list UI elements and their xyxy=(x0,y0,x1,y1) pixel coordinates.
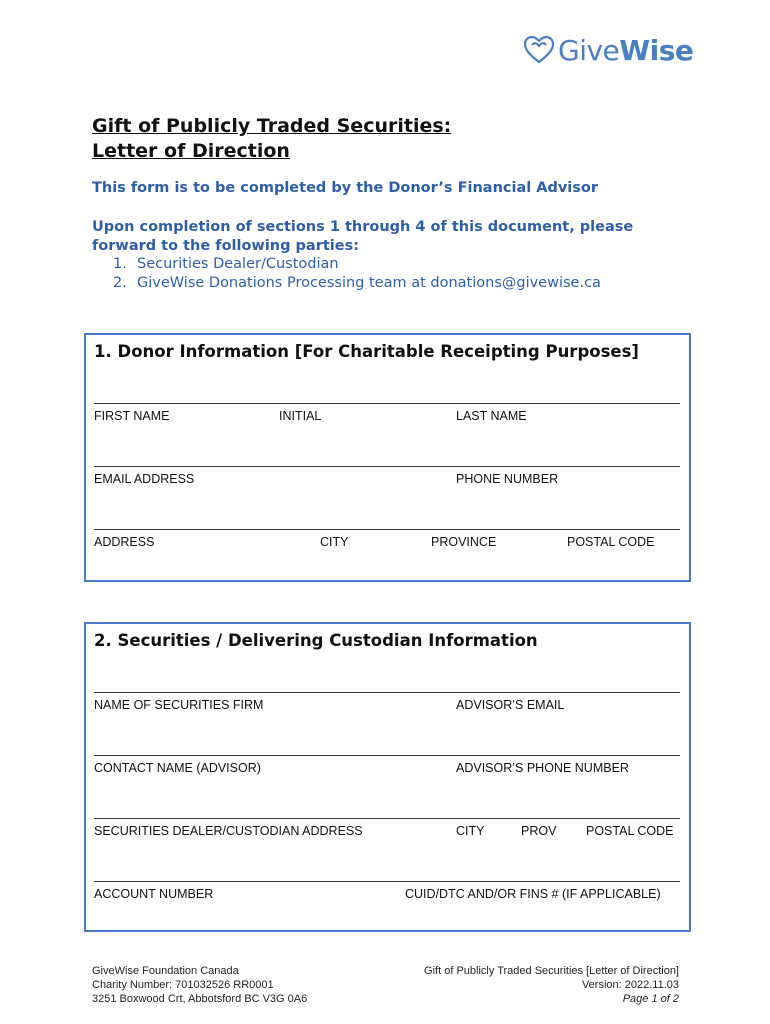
list-item: 1. Securities Dealer/Custodian xyxy=(113,256,339,272)
advisor-email-label: ADVISOR’S EMAIL xyxy=(456,698,565,712)
name-line-field[interactable] xyxy=(94,403,680,404)
contact-name-label: CONTACT NAME (ADVISOR) xyxy=(94,761,261,775)
forward-parties-list xyxy=(113,255,601,293)
prov-label: PROV xyxy=(521,824,557,838)
footer-organization xyxy=(92,964,307,1006)
section-donor-information xyxy=(84,333,691,582)
section-securities-custodian xyxy=(84,622,691,932)
footer-org-name: GiveWise Foundation Canada xyxy=(92,965,239,977)
title-line-1: Gift of Publicly Traded Securities: xyxy=(92,115,452,137)
city-label: CITY xyxy=(320,535,349,549)
instruction-forward: Upon completion of sections 1 through 4 of this document, please forward to the following parties: xyxy=(92,219,634,254)
footer-version: Version: 2022.11.03 xyxy=(581,979,679,991)
instruction-advisor: This form is to be completed by the Donor’s Financial Advisor xyxy=(92,180,599,196)
dealer-address-line-field[interactable] xyxy=(94,818,680,819)
last-name-label: LAST NAME xyxy=(456,409,527,423)
address-line-field[interactable] xyxy=(94,529,680,530)
advisor-phone-label: ADVISOR’S PHONE NUMBER xyxy=(456,761,629,775)
email-label: EMAIL ADDRESS xyxy=(94,472,195,486)
email-phone-line-field[interactable] xyxy=(94,466,680,467)
postal-code-label: POSTAL CODE xyxy=(586,824,674,838)
postal-code-label: POSTAL CODE xyxy=(567,535,655,549)
footer-charity-number: Charity Number: 701032526 RR0001 xyxy=(92,979,274,991)
logo-wordmark: GiveWise xyxy=(558,33,694,67)
account-number-label: ACCOUNT NUMBER xyxy=(94,887,214,901)
list-item: 2. GiveWise Donations Processing team at donations@givewise.ca xyxy=(113,275,601,291)
securities-firm-label: NAME OF SECURITIES FIRM xyxy=(94,698,264,712)
dealer-address-label: SECURITIES DEALER/CUSTODIAN ADDRESS xyxy=(94,824,363,838)
section-1-title: 1. Donor Information [For Charitable Receipting Purposes] xyxy=(94,342,639,361)
footer-document-info xyxy=(424,964,679,1006)
account-line-field[interactable] xyxy=(94,881,680,882)
footer-doc-title: Gift of Publicly Traded Securities [Letter of Direction] xyxy=(424,965,679,977)
cuid-label: CUID/DTC AND/OR FINS # (IF APPLICABLE) xyxy=(405,887,661,901)
city-label: CITY xyxy=(456,824,485,838)
footer-page-number: Page 1 of 2 xyxy=(622,993,679,1005)
firm-line-field[interactable] xyxy=(94,692,680,693)
address-label: ADDRESS xyxy=(94,535,155,549)
title-line-2: Letter of Direction xyxy=(92,140,290,162)
heart-hands-icon xyxy=(522,33,556,67)
document-title xyxy=(92,114,451,164)
phone-label: PHONE NUMBER xyxy=(456,472,559,486)
province-label: PROVINCE xyxy=(431,535,497,549)
contact-line-field[interactable] xyxy=(94,755,680,756)
first-name-label: FIRST NAME xyxy=(94,409,170,423)
givewise-logo xyxy=(522,30,693,70)
section-2-title: 2. Securities / Delivering Custodian Information xyxy=(94,631,538,650)
footer-address: 3251 Boxwood Crt, Abbotsford BC V3G 0A6 xyxy=(92,993,308,1005)
initial-label: INITIAL xyxy=(279,409,322,423)
